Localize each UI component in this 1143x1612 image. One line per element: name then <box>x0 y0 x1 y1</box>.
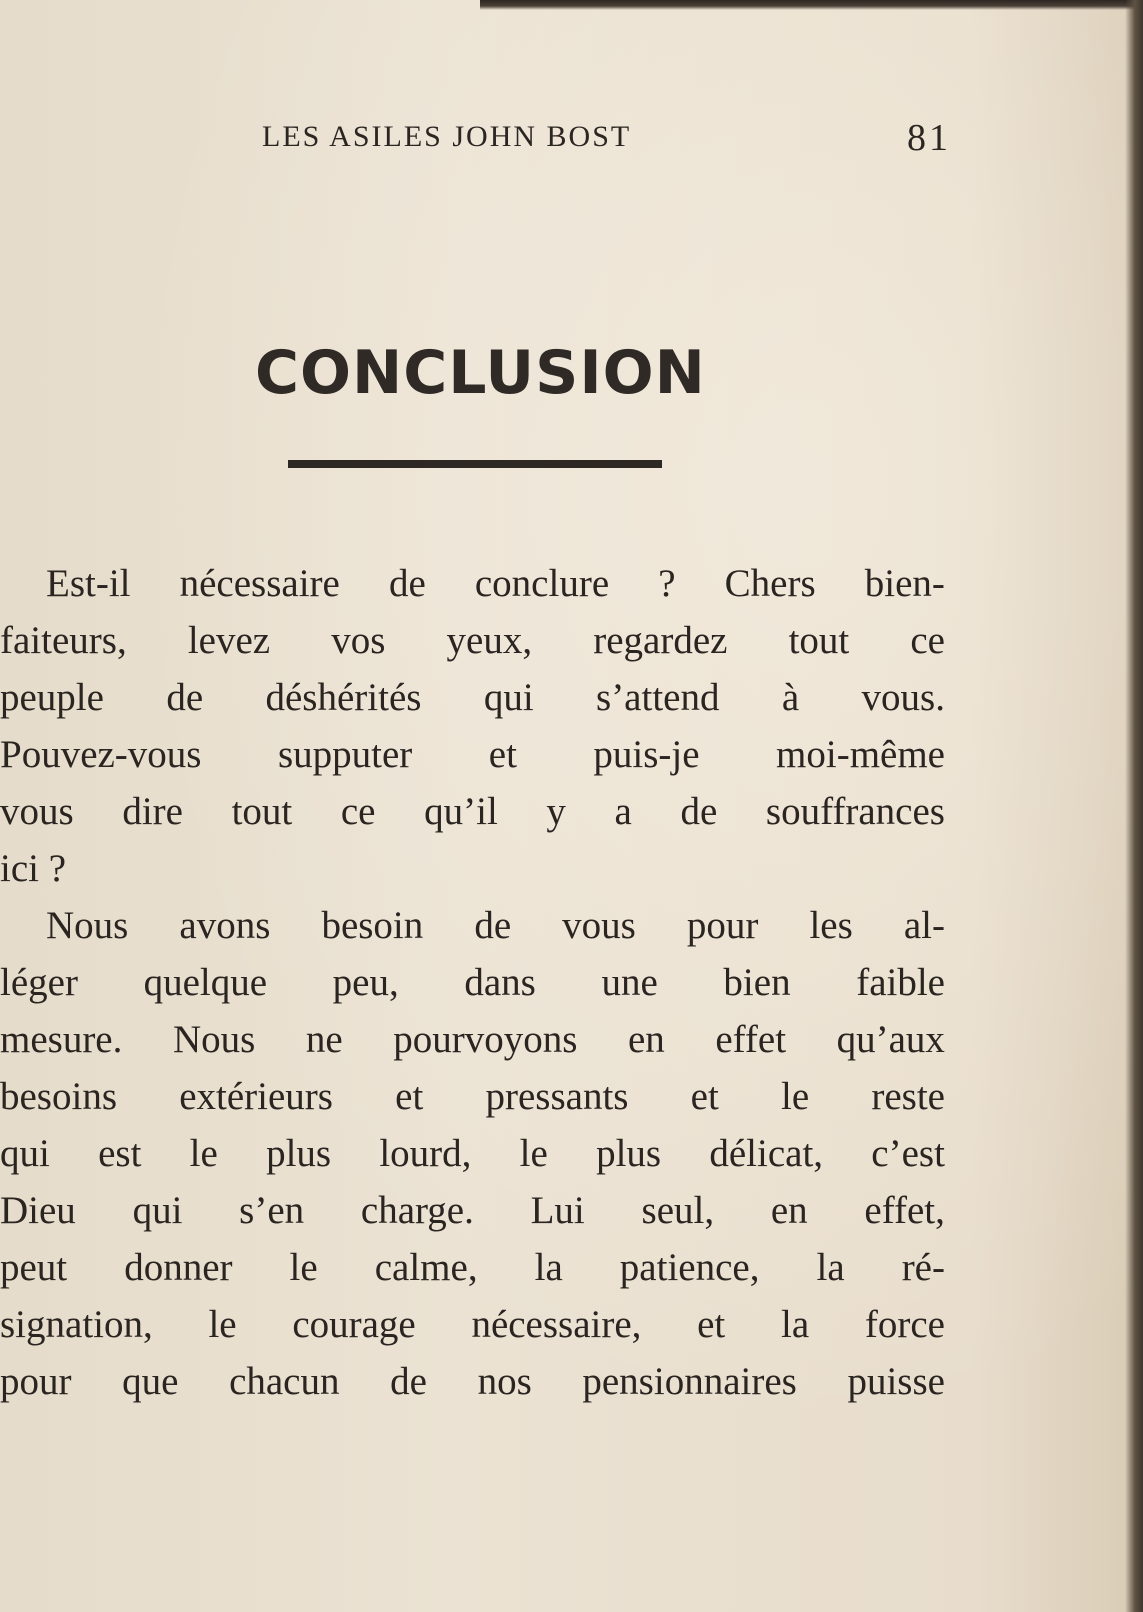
word: ré- <box>901 1246 945 1289</box>
word: de <box>474 904 512 947</box>
word: al- <box>903 904 945 947</box>
text-line <box>0 612 945 669</box>
word: peut <box>0 1246 68 1289</box>
word: Nous <box>46 904 129 947</box>
word: la <box>780 1303 810 1346</box>
text-line <box>0 1239 945 1296</box>
word: Chers <box>724 562 816 605</box>
word: bien <box>723 961 791 1004</box>
word: le <box>781 1075 810 1118</box>
word: moi-même <box>776 733 945 776</box>
text-line <box>0 669 945 726</box>
text-line <box>0 726 945 783</box>
text-line <box>0 1353 945 1410</box>
word: de <box>680 790 718 833</box>
word: le <box>289 1246 318 1289</box>
word: peuple <box>0 676 104 719</box>
word: mesure. <box>0 1018 123 1061</box>
word: de <box>388 562 426 605</box>
word: supputer <box>277 733 413 776</box>
word: le <box>208 1303 237 1346</box>
word: extérieurs <box>179 1075 333 1118</box>
word: et <box>395 1075 424 1118</box>
word: tout <box>231 790 293 833</box>
word: faiteurs, <box>0 619 127 662</box>
word: seul, <box>641 1189 715 1232</box>
word: le <box>189 1132 218 1175</box>
word: avons <box>179 904 271 947</box>
word: besoin <box>321 904 424 947</box>
word: Nous <box>172 1018 256 1061</box>
word: c’est <box>871 1132 945 1175</box>
word: levez <box>187 619 271 662</box>
word: la <box>534 1246 563 1289</box>
text-line <box>0 1125 945 1182</box>
word: conclure <box>474 562 610 605</box>
word: les <box>809 904 853 947</box>
word: ? <box>658 562 676 605</box>
chapter-title: CONCLUSION <box>255 338 706 408</box>
word: et <box>690 1075 719 1118</box>
word: calme, <box>374 1246 478 1289</box>
paragraph <box>0 897 945 1410</box>
text-line <box>0 1068 945 1125</box>
word: chacun <box>229 1360 340 1403</box>
text-line <box>0 1011 945 1068</box>
text-line <box>0 954 945 1011</box>
word: vous <box>562 904 636 947</box>
word: plus <box>596 1132 662 1175</box>
word: nos <box>477 1360 532 1403</box>
word: délicat, <box>709 1132 824 1175</box>
word: s’attend <box>596 676 720 719</box>
word: une <box>601 961 658 1004</box>
page-binding-edge <box>1125 0 1143 1612</box>
word: ici ? <box>0 847 67 890</box>
word: souffrances <box>765 790 945 833</box>
word: peu, <box>332 961 399 1004</box>
word: qui <box>132 1189 183 1232</box>
paragraph <box>0 555 945 897</box>
text-line <box>0 897 945 954</box>
word: donner <box>124 1246 233 1289</box>
word: quelque <box>143 961 268 1004</box>
word: vous <box>0 790 74 833</box>
page-top-shadow <box>480 0 1143 10</box>
running-head: LES ASILES JOHN BOST <box>262 120 632 153</box>
word: vous. <box>861 676 945 719</box>
word: qui <box>483 676 534 719</box>
word: et <box>697 1303 726 1346</box>
word: besoins <box>0 1075 117 1118</box>
word: Dieu <box>0 1189 76 1232</box>
word: nécessaire <box>179 562 340 605</box>
word: faible <box>856 961 945 1004</box>
word: qu’aux <box>836 1018 945 1061</box>
body-text <box>0 555 945 1410</box>
word: que <box>122 1360 179 1403</box>
word: vos <box>331 619 386 662</box>
word: y <box>546 790 566 833</box>
word: nécessaire, <box>471 1303 642 1346</box>
page-number: 81 <box>907 117 951 159</box>
text-line <box>0 840 945 897</box>
text-line <box>0 555 945 612</box>
word: déshérités <box>265 676 422 719</box>
word: signation, <box>0 1303 153 1346</box>
text-line <box>0 1182 945 1239</box>
word: en <box>627 1018 665 1061</box>
title-rule <box>288 460 662 468</box>
word: et <box>488 733 517 776</box>
word: pensionnaires <box>582 1360 797 1403</box>
word: a <box>614 790 632 833</box>
word: en <box>770 1189 808 1232</box>
word: à <box>781 676 800 719</box>
word: Lui <box>530 1189 585 1232</box>
word: qu’il <box>424 790 498 833</box>
word: dans <box>464 961 536 1004</box>
word: ce <box>910 619 945 662</box>
word: est <box>98 1132 142 1175</box>
word: plus <box>266 1132 332 1175</box>
word: ne <box>305 1018 343 1061</box>
word: yeux, <box>446 619 533 662</box>
word: le <box>519 1132 548 1175</box>
word: courage <box>292 1303 416 1346</box>
word: charge. <box>360 1189 474 1232</box>
word: puisse <box>847 1360 945 1403</box>
word: force <box>864 1303 945 1346</box>
word: reste <box>871 1075 945 1118</box>
text-line <box>0 783 945 840</box>
word: Pouvez-vous <box>0 733 202 776</box>
word: léger <box>0 961 78 1004</box>
word: ce <box>340 790 376 833</box>
word: de <box>166 676 204 719</box>
word: pour <box>686 904 759 947</box>
word: lourd, <box>379 1132 472 1175</box>
word: bien- <box>864 562 945 605</box>
word: s’en <box>239 1189 305 1232</box>
word: Est-il <box>46 562 131 605</box>
word: pourvoyons <box>393 1018 578 1061</box>
word: la <box>816 1246 845 1289</box>
word: effet <box>715 1018 787 1061</box>
word: patience, <box>619 1246 760 1289</box>
word: de <box>390 1360 427 1403</box>
word: dire <box>122 790 183 833</box>
word: effet, <box>864 1189 945 1232</box>
word: tout <box>788 619 850 662</box>
word: regardez <box>593 619 728 662</box>
word: puis-je <box>593 733 700 776</box>
word: pressants <box>485 1075 629 1118</box>
word: qui <box>0 1132 50 1175</box>
text-line <box>0 1296 945 1353</box>
word: pour <box>0 1360 72 1403</box>
